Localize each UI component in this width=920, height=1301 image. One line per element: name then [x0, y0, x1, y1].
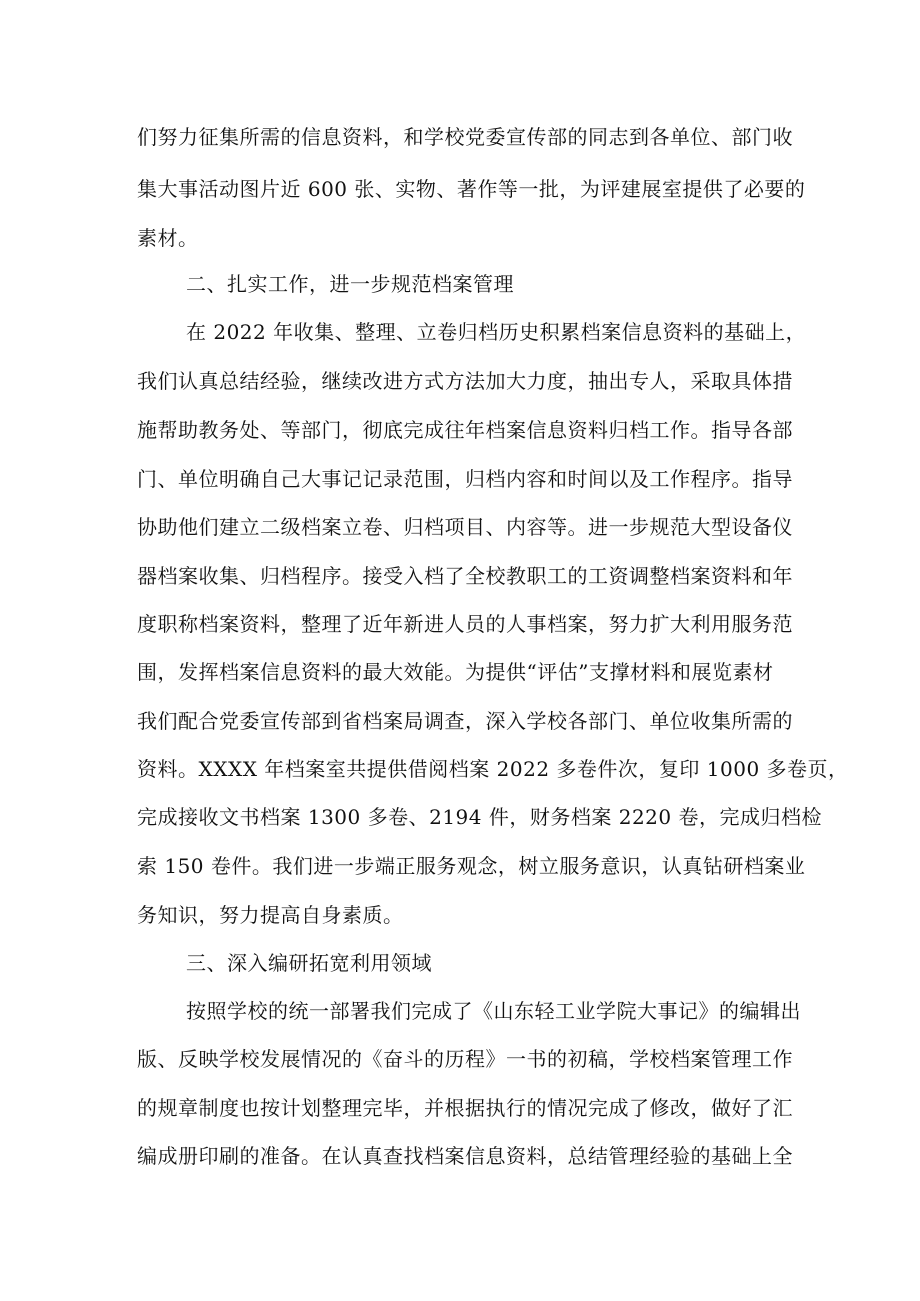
- text-line: 按照学校的统一部署我们完成了《山东轻工业学院大事记》的编辑出: [186, 999, 801, 1023]
- text-line: 围，发挥档案信息资料的最大效能。为提供“评估”支撑材料和展览素材: [137, 660, 774, 684]
- text-line: 集大事活动图片近 600 张、实物、著作等一批，为评建展室提供了必要的: [137, 177, 806, 201]
- text-line: 度职称档案资料，整理了近年新进人员的人事档案，努力扩大利用服务范: [137, 612, 793, 636]
- text-line: 务知识，努力提高自身素质。: [137, 903, 404, 927]
- text-line: 们努力征集所需的信息资料，和学校党委宣传部的同志到各单位、部门收: [137, 125, 793, 149]
- text-line: 在 2022 年收集、整理、立卷归档历史积累档案信息资料的基础上，: [186, 320, 807, 344]
- text-line: 编成册印刷的准备。在认真查找档案信息资料，总结管理经验的基础上全: [137, 1144, 793, 1168]
- text-line: 我们认真总结经验，继续改进方式方法加大力度，抽出专人，采取具体措: [137, 369, 793, 393]
- text-line: 索 150 卷件。我们进一步端正服务观念，树立服务意识，认真钻研档案业: [137, 854, 806, 878]
- text-line: 素材。: [137, 226, 199, 250]
- text-line: 资料。XXXX 年档案室共提供借阅档案 2022 多卷件次，复印 1000 多卷页，: [137, 757, 849, 781]
- text-line: 门、单位明确自己大事记记录范围，归档内容和时间以及工作程序。指导: [137, 467, 793, 491]
- text-line: 器档案收集、归档程序。接受入档了全校教职工的工资调整档案资料和年: [137, 564, 793, 588]
- section-heading: 二、扎实工作，进一步规范档案管理: [186, 272, 514, 296]
- section-heading: 三、深入编研拓宽利用领域: [186, 951, 432, 975]
- text-line: 的规章制度也按计划整理完毕，并根据执行的情况完成了修改，做好了汇: [137, 1096, 793, 1120]
- text-line: 施帮助教务处、等部门，彻底完成往年档案信息资料归档工作。指导各部: [137, 418, 793, 442]
- text-line: 版、反映学校发展情况的《奋斗的历程》一书的初稿，学校档案管理工作: [137, 1047, 793, 1071]
- text-line: 完成接收文书档案 1300 多卷、2194 件，财务档案 2220 卷，完成归档检: [137, 805, 822, 829]
- text-line: 协助他们建立二级档案立卷、归档项目、内容等。进一步规范大型设备仪: [137, 515, 793, 539]
- text-line: 我们配合党委宣传部到省档案局调查，深入学校各部门、单位收集所需的: [137, 709, 793, 733]
